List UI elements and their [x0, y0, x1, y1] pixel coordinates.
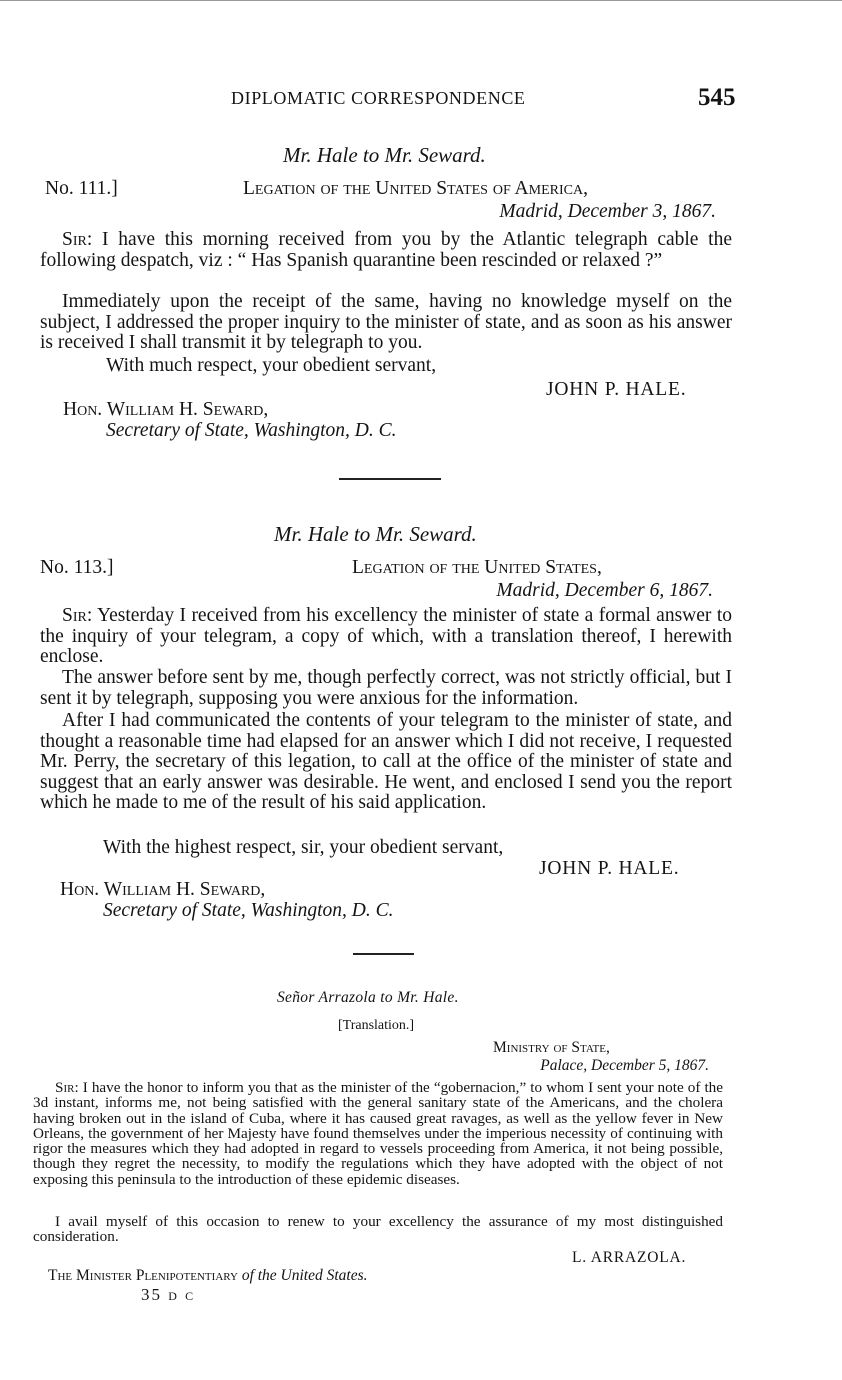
letter1-place-date: Madrid, December 3, 1867. — [499, 201, 716, 222]
letter2-place-date: Madrid, December 6, 1867. — [496, 580, 713, 601]
letter2-paragraph-2: The answer before sent by me, though perfectly correct, was not strictly official, but I sent it by telegraph, supposing you were anxious for the information. — [40, 667, 732, 709]
section-divider-2 — [353, 953, 414, 955]
letter2-number: No. 113.] — [40, 557, 114, 578]
page-number: 545 — [698, 84, 736, 111]
letter2-salutation: Sir: — [62, 605, 93, 626]
letter2-signature: JOHN P. HALE. — [539, 858, 680, 879]
letter3-translation-note: [Translation.] — [338, 1018, 415, 1033]
letter1-addressee-title: Secretary of State, Washington, D. C. — [106, 420, 397, 441]
signature-mark: 35 d c — [141, 1285, 196, 1304]
letter1-paragraph-2: Immediately upon the receipt of the same, having no knowledge myself on the subject, I addressed the proper inquiry to the minister of state, and as soon as his answer is received I shall transmit it by telegraph to you. — [40, 291, 732, 354]
letter1-salutation: Sir: — [62, 229, 93, 250]
letter3-place-date: Palace, December 5, 1867. — [540, 1057, 709, 1074]
letter2-paragraph-1: Sir: Yesterday I received from his excellency the minister of state a formal answer to the inquiry of your telegram, a copy of which, with a translation thereof, I herewith enclose. — [40, 605, 732, 668]
letter2-addressee-title: Secretary of State, Washington, D. C. — [103, 900, 394, 921]
running-head: DIPLOMATIC CORRESPONDENCE — [231, 88, 526, 108]
letter3-recipient — [48, 1267, 368, 1285]
letter1-closing: With much respect, your obedient servant, — [106, 355, 437, 376]
letter3-recipient-suffix: of the United States. — [241, 1267, 368, 1284]
letter2-addressee-name: Hon. William H. Seward, — [60, 879, 266, 900]
section-divider-1 — [339, 478, 441, 480]
letter1-signature: JOHN P. HALE. — [546, 379, 687, 400]
letter3-salutation: Sir: — [55, 1079, 79, 1096]
letter3-heading: Señor Arrazola to Mr. Hale. — [277, 989, 459, 1006]
letter3-paragraph-1: Sir: I have the honor to inform you that as the minister of the “gobernacion,” to whom I sent your note of the 3d instant, informs me, not being satisfied with the general sanitary state of the Americans, and the cholera having broken out in the island of Cuba, where it has caused great ravages, as well as the yellow fever in New Orleans, the government of her Majesty have found themselves under the imperious necessity of continuing with rigor the measures which they had adopted in regard to vessels proceeding from America, it not being possible, though they regret the necessity, to modify the regulations which they have adopted with the object of not exposing this peninsula to the introduction of these epidemic diseases. — [33, 1079, 723, 1188]
letter2-paragraph-3: After I had communicated the contents of your telegram to the minister of state, and thought a reasonable time had elapsed for an answer which I did not receive, I requested Mr. Perry, the secretary of this legation, to call at the office of the minister of state and suggest that an early answer was desirable. He went, and enclosed I send you the report which he made to me of the result of his said application. — [40, 710, 732, 814]
letter3-signature: L. ARRAZOLA. — [572, 1249, 687, 1266]
letter1-heading: Mr. Hale to Mr. Seward. — [283, 143, 486, 167]
letter1-paragraph-1: Sir: I have this morning received from you by the Atlantic telegraph cable the following despatch, viz : “ Has Spanish quarantine been rescinded or relaxed ?” — [40, 229, 733, 271]
letter1-number: No. 111.] — [45, 178, 118, 199]
page-top-border — [0, 0, 842, 1]
letter1-legation: Legation of the United States of America, — [243, 178, 588, 199]
letter1-addressee-name: Hon. William H. Seward, — [63, 399, 269, 420]
letter3-paragraph-2: I avail myself of this occasion to renew to your excellency the assurance of my most distinguished consideration. — [33, 1213, 723, 1246]
letter2-closing: With the highest respect, sir, your obedient servant, — [103, 837, 504, 858]
letter2-heading: Mr. Hale to Mr. Seward. — [274, 522, 477, 546]
letter3-office: Ministry of State, — [493, 1039, 610, 1056]
letter2-legation: Legation of the United States, — [352, 557, 602, 578]
letter3-recipient-prefix: The Minister Plenipotentiary — [48, 1267, 238, 1284]
